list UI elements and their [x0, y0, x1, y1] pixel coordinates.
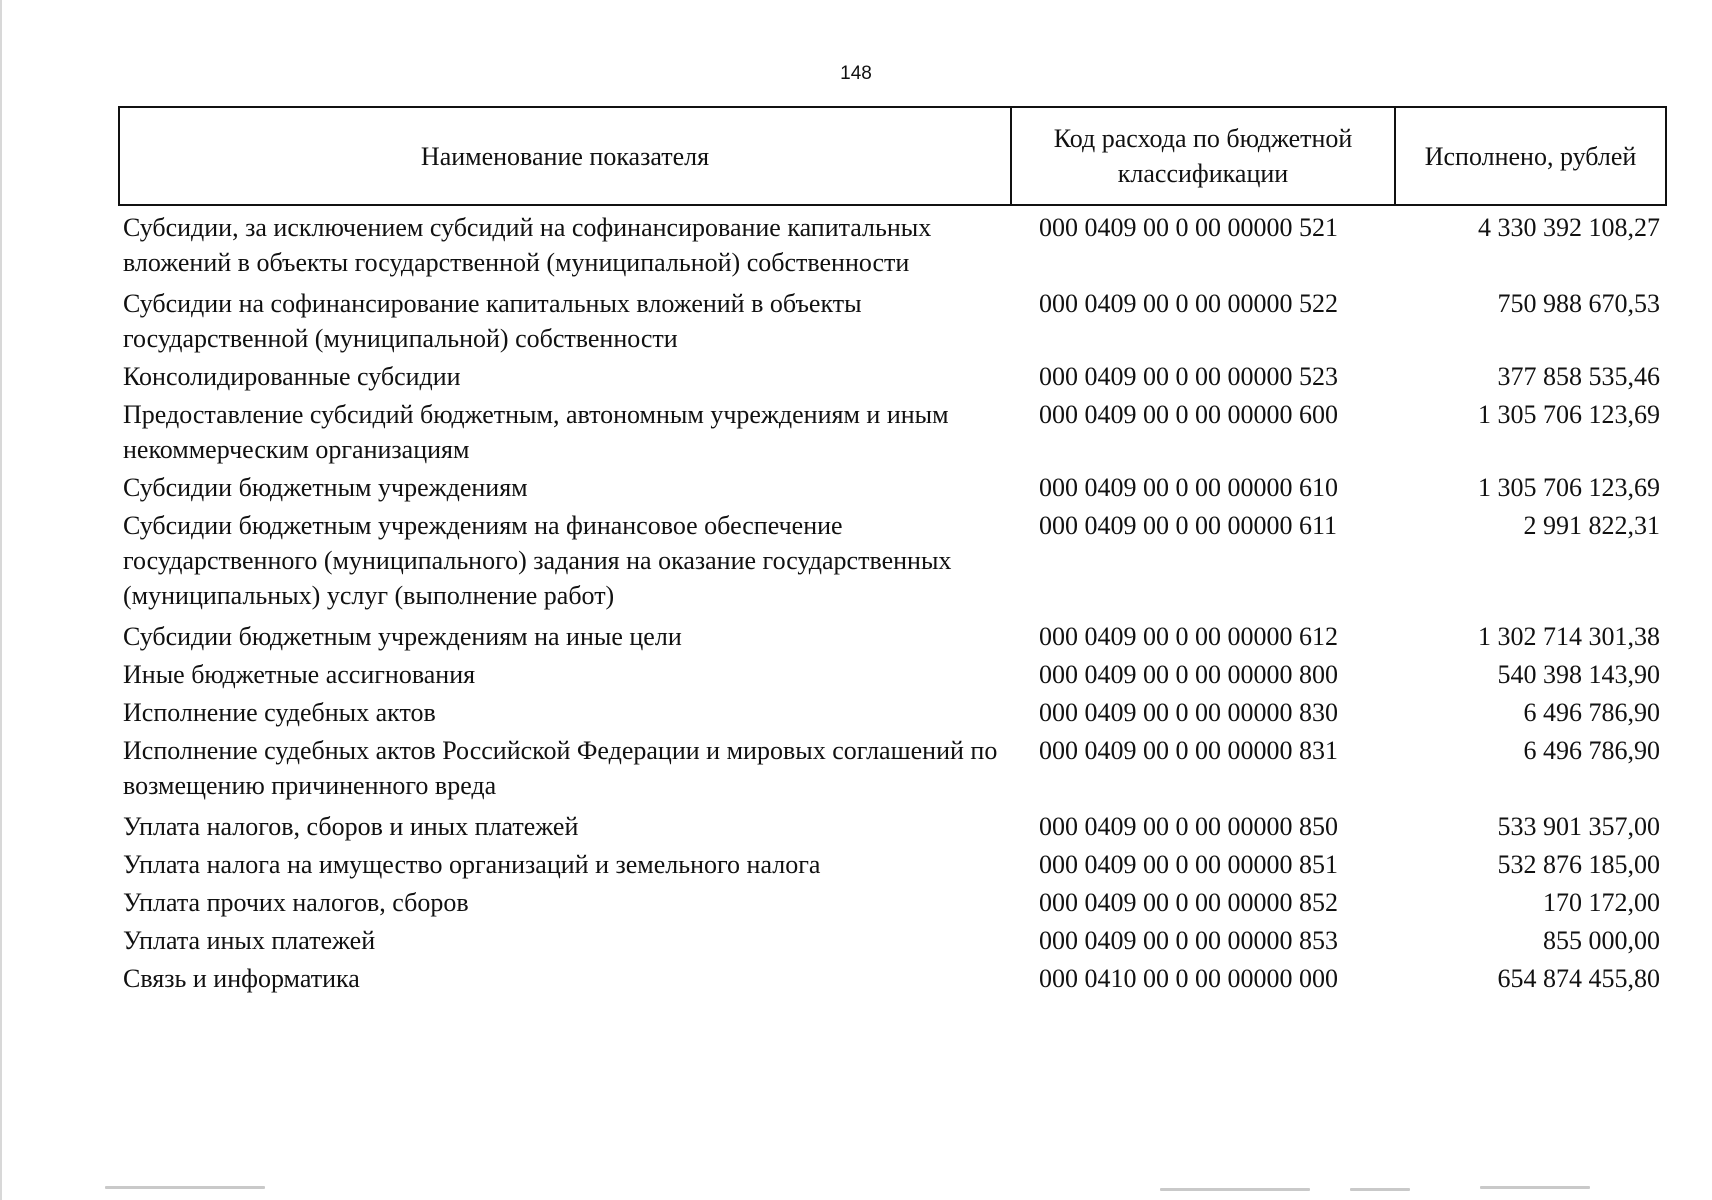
row-amount: 2 991 822,31 [1523, 511, 1660, 540]
table-row [119, 693, 1666, 731]
row-code: 000 0409 00 0 00 00000 523 [1039, 362, 1338, 391]
table-row [119, 614, 1666, 655]
row-code: 000 0409 00 0 00 00000 600 [1039, 400, 1338, 429]
row-code: 000 0409 00 0 00 00000 830 [1039, 698, 1338, 727]
row-name: Субсидии бюджетным учреждениям на иные цели [123, 622, 682, 651]
row-amount: 6 496 786,90 [1523, 736, 1660, 765]
table-header [119, 107, 1666, 205]
table-header-row [119, 107, 1666, 205]
table-row [119, 921, 1666, 959]
row-amount: 4 330 392 108,27 [1478, 213, 1660, 242]
row-name: Уплата налога на имущество организаций и земельного налога [123, 850, 821, 879]
row-code: 000 0409 00 0 00 00000 521 [1039, 213, 1338, 242]
row-code: 000 0409 00 0 00 00000 610 [1039, 473, 1338, 502]
row-name: Исполнение судебных актов Российской Федерации и мировых соглашений по возмещению причиненного вреда [123, 736, 998, 800]
row-code: 000 0409 00 0 00 00000 852 [1039, 888, 1338, 917]
table-row [119, 959, 1666, 997]
table-row [119, 883, 1666, 921]
row-amount: 750 988 670,53 [1497, 289, 1660, 318]
scan-speck [1350, 1188, 1410, 1191]
row-code: 000 0409 00 0 00 00000 800 [1039, 660, 1338, 689]
table-row [119, 281, 1666, 357]
row-code: 000 0409 00 0 00 00000 522 [1039, 289, 1338, 318]
row-amount: 532 876 185,00 [1497, 850, 1660, 879]
row-amount: 855 000,00 [1543, 926, 1660, 955]
table-row [119, 731, 1666, 804]
scan-edge [0, 0, 2, 1200]
table-row [119, 655, 1666, 693]
row-amount: 1 305 706 123,69 [1478, 400, 1660, 429]
row-name: Уплата иных платежей [123, 926, 376, 955]
row-name: Субсидии бюджетным учреждениям на финансовое обеспечение государственного (муниципального) задания на оказание государственных (муниципальных) услуг (выполнение работ) [123, 511, 952, 610]
table-row [119, 506, 1666, 614]
row-name: Субсидии, за исключением субсидий на софинансирование капитальных вложений в объекты государственной (муниципальной) собственности [123, 213, 932, 277]
table-row [119, 357, 1666, 395]
row-name: Уплата налогов, сборов и иных платежей [123, 812, 579, 841]
scan-speck [1480, 1186, 1590, 1189]
row-amount: 540 398 143,90 [1497, 660, 1660, 689]
page-number: 148 [840, 63, 872, 84]
row-amount: 1 305 706 123,69 [1478, 473, 1660, 502]
row-code: 000 0409 00 0 00 00000 831 [1039, 736, 1338, 765]
row-code: 000 0410 00 0 00 00000 000 [1039, 964, 1338, 993]
table-row [119, 804, 1666, 845]
budget-execution-table [118, 106, 1667, 997]
table-row [119, 205, 1666, 281]
budget-table-container [118, 106, 1665, 997]
row-amount: 170 172,00 [1543, 888, 1660, 917]
row-name: Уплата прочих налогов, сборов [123, 888, 469, 917]
header-executed-amount: Исполнено, рублей [1395, 107, 1666, 205]
scan-artifacts [0, 1180, 1712, 1200]
row-name: Предоставление субсидий бюджетным, автономным учреждениям и иным некоммерческим организациям [123, 400, 949, 464]
row-code: 000 0409 00 0 00 00000 611 [1039, 511, 1338, 540]
row-amount: 1 302 714 301,38 [1478, 622, 1660, 651]
row-amount: 6 496 786,90 [1523, 698, 1660, 727]
header-indicator-name: Наименование показателя [119, 107, 1011, 205]
row-code: 000 0409 00 0 00 00000 612 [1039, 622, 1338, 651]
row-name: Исполнение судебных актов [123, 698, 436, 727]
row-code: 000 0409 00 0 00 00000 850 [1039, 812, 1338, 841]
scan-speck [1160, 1188, 1310, 1191]
table-body [119, 205, 1666, 997]
table-row [119, 395, 1666, 468]
row-name: Субсидии бюджетным учреждениям [123, 473, 528, 502]
row-name: Консолидированные субсидии [123, 362, 461, 391]
row-amount: 654 874 455,80 [1497, 964, 1660, 993]
header-budget-code: Код расхода по бюджетной классификации [1011, 107, 1395, 205]
table-row [119, 845, 1666, 883]
row-code: 000 0409 00 0 00 00000 853 [1039, 926, 1338, 955]
row-amount: 533 901 357,00 [1497, 812, 1660, 841]
row-code: 000 0409 00 0 00 00000 851 [1039, 850, 1338, 879]
row-name: Субсидии на софинансирование капитальных вложений в объекты государственной (муниципальной) собственности [123, 289, 862, 353]
table-row [119, 468, 1666, 506]
row-name: Иные бюджетные ассигнования [123, 660, 476, 689]
row-name: Связь и информатика [123, 964, 360, 993]
row-amount: 377 858 535,46 [1497, 362, 1660, 391]
scan-speck [105, 1186, 265, 1189]
